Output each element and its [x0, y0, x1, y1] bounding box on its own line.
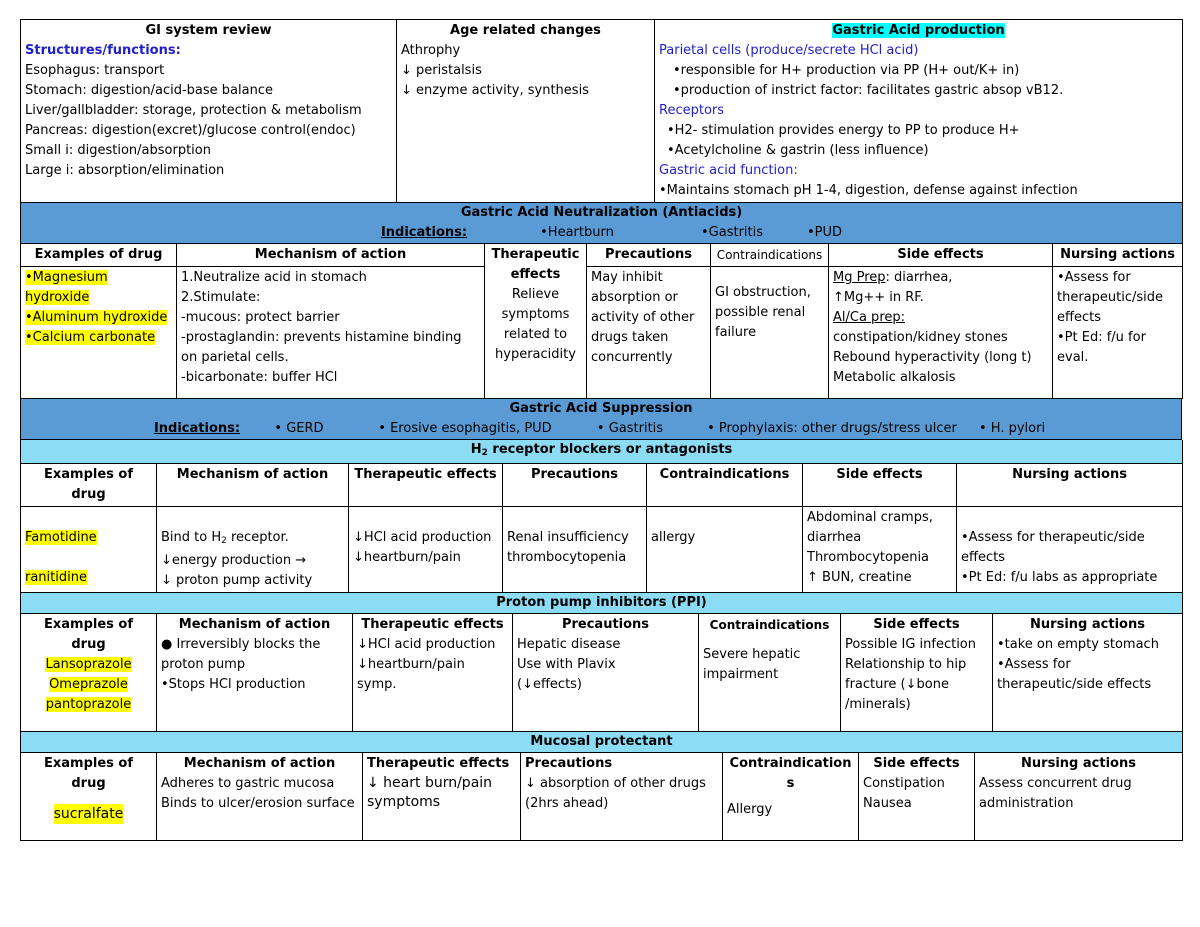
- antacid-contra-cell: GI obstruction, possible renal failure: [711, 267, 829, 399]
- header-cell: Side effects: [829, 244, 1053, 267]
- precaution-line: thrombocytopenia: [507, 550, 627, 565]
- drug-name: ranitidine: [25, 570, 87, 585]
- mechanism-line: Binds to ulcer/erosion surface: [161, 796, 355, 811]
- parietal-item: •production of instrict factor: facilitates gastric absop vB12.: [673, 83, 1064, 98]
- mech-sub: 2: [221, 536, 227, 546]
- mucosal-title: Mucosal protectant: [21, 732, 1183, 753]
- antacid-side-effects-cell: [829, 267, 1053, 399]
- structures-title: Structures/functions:: [25, 43, 181, 58]
- antacids-title: Gastric Acid Neutralization (Antiacids): [460, 205, 743, 220]
- age-line: Athrophy: [401, 43, 461, 58]
- nursing-line: •Pt Ed: f/u for eval.: [1057, 330, 1146, 365]
- antacids-table: [20, 203, 1183, 399]
- mucosal-body-row: [21, 753, 1183, 841]
- review-line: Liver/gallbladder: storage, protection & metabolism: [25, 103, 362, 118]
- header-cell: Mechanism of action: [177, 244, 485, 267]
- indication-item: •Gastritis: [700, 225, 764, 240]
- receptors-title: Receptors: [659, 103, 725, 118]
- suppression-title: Gastric Acid Suppression: [509, 401, 693, 416]
- parietal-title: Parietal cells (produce/secrete HCl acid): [659, 43, 919, 58]
- nursing-line: •take on empty stomach: [997, 637, 1159, 652]
- h2-drugs-cell: [21, 507, 157, 593]
- ppi-table: [20, 593, 1183, 732]
- mechanism-line: ● Irreversibly blocks the proton pump: [161, 637, 321, 672]
- mechanism-line: -prostaglandin: prevents histamine binding on parietal cells.: [181, 330, 462, 365]
- ppi-therapeutic-cell: [353, 614, 513, 732]
- h2-contra-cell: allergy: [647, 507, 803, 593]
- antacid-therapeutic-text: Relieve symptoms related to hyperacidity: [495, 287, 576, 362]
- mucosal-table: [20, 732, 1183, 841]
- suppression-indication: • Gastritis: [596, 421, 664, 436]
- precaution-line: Hepatic disease: [517, 637, 621, 652]
- gastric-title: Gastric Acid production: [832, 23, 1005, 38]
- h2-table: [20, 440, 1183, 593]
- drug-name: •Calcium carbonate: [25, 330, 156, 345]
- header-cell: Contraindications: [647, 464, 803, 507]
- mechanism-line: -bicarbonate: buffer HCl: [181, 370, 338, 385]
- nursing-line: •Pt Ed: f/u labs as appropriate: [961, 570, 1158, 585]
- side-line: Abdominal cramps,: [807, 510, 933, 525]
- header-cell: Examples of drug: [43, 617, 133, 652]
- ppi-title: Proton pump inhibitors (PPI): [21, 593, 1183, 614]
- mechanism-line: Adheres to gastric mucosa: [161, 776, 335, 791]
- header-cell: Examples of drug: [21, 244, 177, 267]
- ppi-contra-cell: [699, 614, 841, 732]
- header-cell: Contraindications: [729, 756, 852, 791]
- h2-side-effects-cell: [803, 507, 957, 593]
- al-prep-label: Al/Ca prep:: [833, 310, 906, 325]
- header-cell: Examples of drug: [43, 756, 133, 791]
- h2-title-pre: H: [470, 442, 482, 457]
- mucosal-side-effects-cell: [859, 753, 975, 841]
- suppression-indication: • H. pylori: [979, 421, 1046, 436]
- mechanism-line: •Stops HCl production: [161, 677, 306, 692]
- header-cell: Nursing actions: [1021, 756, 1136, 771]
- therapeutic-line: ↓HCl acid production: [353, 530, 492, 545]
- drug-name: Omeprazole: [49, 677, 128, 692]
- header-cell: Mechanism of action: [178, 617, 331, 632]
- age-line: ↓ enzyme activity, synthesis: [401, 83, 589, 98]
- precaution-line: Renal insufficiency: [507, 530, 629, 545]
- age-title: Age related changes: [450, 23, 601, 38]
- header-cell: Therapeutic effects: [491, 247, 580, 282]
- review-line: Pancreas: digestion(excret)/glucose control(endoc): [25, 123, 356, 138]
- antacids-body-row: [21, 267, 1183, 399]
- mechanism-line: ↓ proton pump activity: [161, 573, 313, 588]
- indication-item: •Heartburn: [540, 225, 614, 240]
- h2-header-row: [21, 464, 1183, 507]
- suppression-band: [21, 399, 1182, 440]
- header-cell: Precautions: [561, 617, 650, 632]
- antacids-indications-label: Indications:: [380, 225, 468, 240]
- ppi-body-row: [21, 614, 1183, 732]
- review-line: Large i: absorption/elimination: [25, 163, 225, 178]
- header-cell: Examples of drug: [21, 464, 157, 507]
- precaution-line: Use with Plavix: [517, 657, 616, 672]
- drug-name: sucralfate: [53, 806, 124, 822]
- mg-prep-label: Mg Prep: [833, 270, 886, 285]
- nursing-text: Assess concurrent drug administration: [979, 776, 1132, 811]
- therapeutic-line: ↓heartburn/pain: [353, 550, 461, 565]
- suppression-indication: • GERD: [274, 421, 324, 436]
- drug-name: Lansoprazole: [45, 657, 132, 672]
- mucosal-contra-cell: [723, 753, 859, 841]
- header-cell: Side effects: [803, 464, 957, 507]
- ppi-mechanism-cell: [157, 614, 353, 732]
- therapeutic-line: ↓heartburn/pain symp.: [357, 657, 465, 692]
- h2-title-post: receptor blockers or antagonists: [487, 442, 733, 457]
- contra-text: Allergy: [727, 802, 773, 817]
- h2-therapeutic-cell: [349, 507, 503, 593]
- header-cell: Precautions: [525, 756, 613, 771]
- mucosal-drug-cell: [21, 753, 157, 841]
- ppi-nursing-cell: [993, 614, 1183, 732]
- suppression-indications-label: Indications:: [153, 421, 241, 436]
- h2-nursing-cell: [957, 507, 1183, 593]
- gastric-acid-cell: [655, 20, 1183, 203]
- parietal-item: •responsible for H+ production via PP (H+ out/K+ in): [673, 63, 1020, 78]
- header-cell: Side effects: [873, 617, 960, 632]
- mucosal-mechanism-cell: [157, 753, 363, 841]
- suppression-band-table: [20, 399, 1182, 440]
- header-cell: Nursing actions: [957, 464, 1183, 507]
- h2-precautions-cell: [503, 507, 647, 593]
- side-line: diarrhea: [807, 530, 862, 545]
- contra-text: Severe hepatic impairment: [703, 647, 801, 682]
- antacid-mechanism-cell: [177, 267, 485, 399]
- h2-title-sub: 2: [481, 448, 488, 458]
- side-line: Rebound hyperactivity (long t): [833, 350, 1032, 365]
- mechanism-line: -mucous: protect barrier: [181, 310, 340, 325]
- mech-pre: Bind to H: [161, 530, 222, 545]
- age-line: ↓ peristalsis: [401, 63, 482, 78]
- header-cell: Therapeutic effects: [361, 617, 504, 632]
- nursing-line: •Assess for therapeutic/side effects: [961, 530, 1145, 565]
- therapeutic-text: ↓ heart burn/pain symptoms: [367, 775, 493, 810]
- precaution-text: ↓ absorption of other drugs (2hrs ahead): [525, 776, 706, 811]
- review-line: Esophagus: transport: [25, 63, 165, 78]
- antacid-nursing-cell: [1053, 267, 1183, 399]
- gi-review-cell: [21, 20, 397, 203]
- receptor-item: •Acetylcholine & gastrin (less influence): [667, 143, 929, 158]
- h2-body-row: [21, 507, 1183, 593]
- therapeutic-line: ↓HCl acid production: [357, 637, 496, 652]
- nursing-line: •Assess for therapeutic/side effects: [1057, 270, 1164, 325]
- suppression-indication: • Prophylaxis: other drugs/stress ulcer: [707, 421, 957, 436]
- drug-name: •Aluminum hydroxide: [25, 310, 168, 325]
- antacids-header-row: [21, 244, 1183, 267]
- side-line: ↑Mg++ in RF.: [833, 290, 924, 305]
- ppi-band: [21, 593, 1183, 614]
- age-changes-cell: [397, 20, 655, 203]
- precaution-line: (↓effects): [517, 677, 583, 692]
- mucosal-therapeutic-cell: [363, 753, 521, 841]
- mechanism-line: ↓energy production →: [161, 553, 307, 568]
- suppression-indication: • Erosive esophagitis, PUD: [378, 421, 552, 436]
- mechanism-line: 1.Neutralize acid in stomach: [181, 270, 367, 285]
- indication-item: •PUD: [807, 225, 843, 240]
- header-cell: Precautions: [587, 244, 711, 267]
- antacids-band: [21, 203, 1183, 244]
- nursing-line: •Assess for therapeutic/side effects: [997, 657, 1152, 692]
- header-cell: Mechanism of action: [183, 756, 336, 771]
- side-line: Constipation: [863, 776, 945, 791]
- header-cell: Side effects: [873, 756, 960, 771]
- header-cell: Therapeutic effects: [349, 464, 503, 507]
- header-cell: Contraindications: [711, 244, 829, 267]
- side-line: Metabolic alkalosis: [833, 370, 956, 385]
- function-text: •Maintains stomach pH 1-4, digestion, defense against infection: [659, 183, 1078, 198]
- side-line: Thrombocytopenia: [807, 550, 930, 565]
- header-cell: Mechanism of action: [157, 464, 349, 507]
- gi-review-title: GI system review: [145, 23, 272, 38]
- mucosal-nursing-cell: [975, 753, 1183, 841]
- mucosal-precautions-cell: [521, 753, 723, 841]
- ppi-side-effects-cell: [841, 614, 993, 732]
- ppi-precautions-cell: [513, 614, 699, 732]
- mech-post: receptor.: [226, 530, 289, 545]
- side-line: Relationship to hip fracture (↓bone /minerals): [845, 657, 967, 712]
- gi-review-table: [20, 19, 1183, 203]
- review-line: Small i: digestion/absorption: [25, 143, 211, 158]
- header-cell: [485, 244, 587, 399]
- header-cell: Nursing actions: [1053, 244, 1183, 267]
- antacid-precautions-cell: May inhibit absorption or activity of other drugs taken concurrently: [587, 267, 711, 399]
- side-line: Nausea: [863, 796, 912, 811]
- header-cell: Contraindications: [709, 618, 830, 632]
- review-line: Stomach: digestion/acid-base balance: [25, 83, 273, 98]
- antacid-drugs-cell: [21, 267, 177, 399]
- mucosal-band: [21, 732, 1183, 753]
- drug-name: •Magnesium hydroxide: [25, 270, 108, 305]
- h2-band: [21, 440, 1183, 464]
- function-title: Gastric acid function:: [659, 163, 798, 178]
- mechanism-line: 2.Stimulate:: [181, 290, 261, 305]
- mg-prep-text: : diarrhea,: [885, 270, 953, 285]
- side-line: Possible IG infection: [845, 637, 976, 652]
- drug-reference-sheet: [20, 19, 1182, 841]
- header-cell: Therapeutic effects: [367, 756, 510, 771]
- side-line: ↑ BUN, creatine: [807, 570, 912, 585]
- header-cell: Nursing actions: [1030, 617, 1145, 632]
- receptor-item: •H2- stimulation provides energy to PP to produce H+: [667, 123, 1020, 138]
- h2-mechanism-cell: [157, 507, 349, 593]
- ppi-drugs-cell: [21, 614, 157, 732]
- header-cell: Precautions: [503, 464, 647, 507]
- drug-name: Famotidine: [25, 530, 97, 545]
- drug-name: pantoprazole: [45, 697, 132, 712]
- side-line: constipation/kidney stones: [833, 330, 1008, 345]
